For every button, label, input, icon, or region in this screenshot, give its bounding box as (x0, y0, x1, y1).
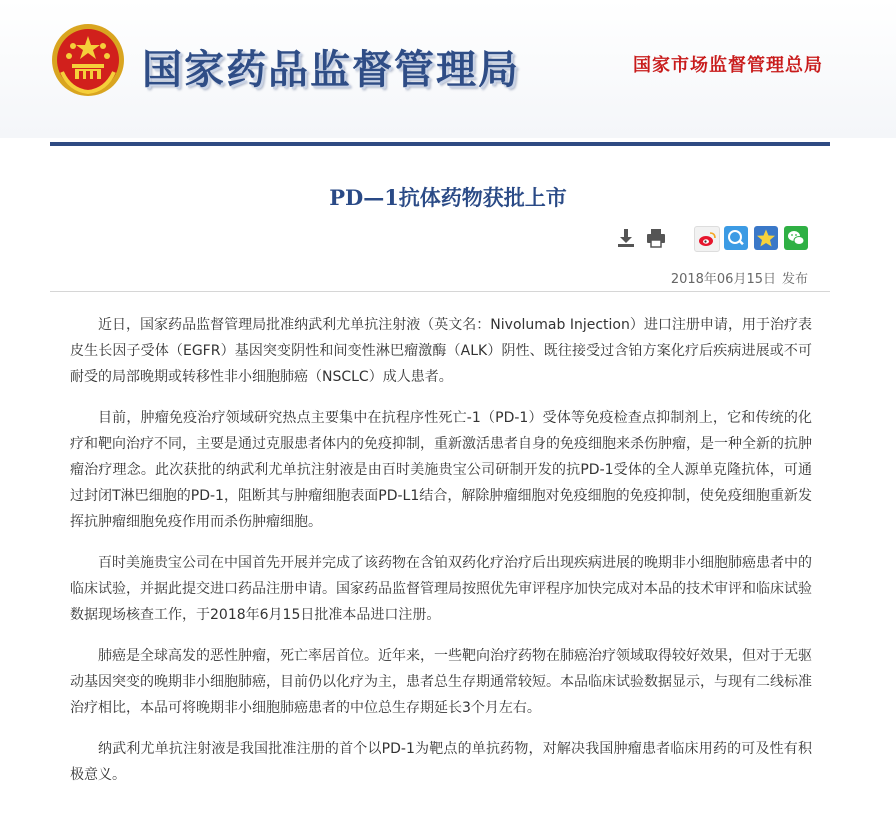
article-paragraph: 近日，国家药品监督管理局批准纳武利尤单抗注射液（英文名：Nivolumab Injection）进口注册申请，用于治疗表皮生长因子受体（EGFR）基因突变阴性和间变性淋巴瘤激酶（ALK）阴性、既往接受过含铂方案化疗后疾病进展或不可耐受的局部晚期或转移性非小细胞肺癌（NSCLC）成人患者。 (70, 317, 812, 385)
wechat-icon (786, 228, 806, 248)
article-title: PD—1抗体药物获批上市 (329, 185, 567, 210)
article-body (70, 312, 812, 803)
download-icon (616, 228, 636, 248)
favorite-star-icon (756, 228, 776, 248)
download-button[interactable] (614, 226, 638, 250)
weibo-icon (697, 229, 717, 249)
share-qzone-button[interactable] (724, 226, 748, 250)
header-divider (50, 142, 830, 146)
print-button[interactable] (644, 226, 668, 250)
national-emblem-icon (50, 22, 126, 98)
publish-date: 2018年06月15日 (670, 272, 776, 287)
publish-label: 发布 (781, 272, 808, 287)
share-favorite-button[interactable] (754, 226, 778, 250)
parent-org-link[interactable]: 国家市场监督管理总局 (633, 55, 823, 76)
article-paragraph: 肺癌是全球高发的恶性肿瘤，死亡率居首位。近年来，一些靶向治疗药物在肺癌治疗领域取得较好效果，但对于无驱动基因突变的晚期非小细胞肺癌，目前仍以化疗为主，患者总生存期通常较短。本品临床试验数据显示，与现有二线标准治疗相比，本品可将晚期非小细胞肺癌患者的中位总生存期延长3个月左右。 (70, 648, 812, 716)
article-paragraph: 纳武利尤单抗注射液是我国批准注册的首个以PD-1为靶点的单抗药物，对解决我国肿瘤患者临床用药的可及性有积极意义。 (70, 741, 812, 783)
content-divider (50, 291, 830, 292)
share-weibo-button[interactable] (694, 226, 720, 252)
article-paragraph: 目前，肿瘤免疫治疗领域研究热点主要集中在抗程序性死亡-1（PD-1）受体等免疫检查点抑制剂上，它和传统的化疗和靶向治疗不同，主要是通过克服患者体内的免疫抑制，重新激活患者自身的免疫细胞来杀伤肿瘤，是一种全新的抗肿瘤治疗理念。此次获批的纳武利尤单抗注射液是由百时美施贵宝公司研制开发的抗PD-1受体的全人源单克隆抗体，可通过封闭T淋巴细胞的PD-1，阻断其与肿瘤细胞表面PD-L1结合，解除肿瘤细胞对免疫细胞的免疫抑制，使免疫细胞重新发挥抗肿瘤细胞免疫作用而杀伤肿瘤细胞。 (70, 410, 812, 530)
print-icon (646, 228, 666, 248)
article-paragraph: 百时美施贵宝公司在中国首先开展并完成了该药物在含铂双药化疗治疗后出现疾病进展的晚期非小细胞肺癌患者中的临床试验，并据此提交进口药品注册申请。国家药品监督管理局按照优先审评程序加快完成对本品的技术审评和临床试验数据现场核查工作，于2018年6月15日批准本品进口注册。 (70, 555, 812, 623)
qzone-icon (726, 228, 746, 248)
site-title[interactable]: 国家药品监督管理局 (142, 46, 520, 93)
publish-dateline (665, 268, 808, 287)
share-wechat-button[interactable] (784, 226, 808, 250)
site-header (0, 0, 896, 138)
